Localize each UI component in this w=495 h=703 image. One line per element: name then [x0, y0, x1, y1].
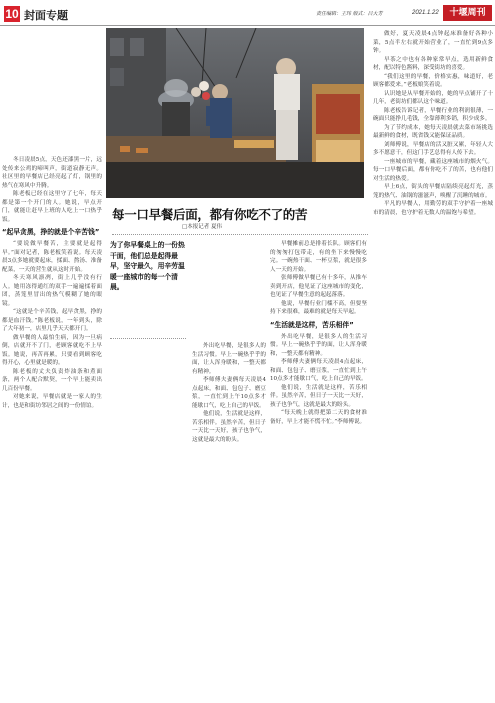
article-column-1	[2, 156, 102, 703]
photo-illustration	[106, 28, 364, 198]
paragraph: 李师傅夫妻俩每天凌晨4点起床，和面、包包子、磨豆浆，一直忙到上午10点多才能歇口气，吃上自己的早饭。	[270, 359, 367, 382]
paragraph: “我们这里的早餐，价格实惠，味道好，老顾客都爱来。”老板娘笑着说。	[373, 73, 493, 88]
paragraph: 为了节约成本，她每天凌晨就去菜市场挑选最新鲜的食材，既省钱又能保证品质。	[373, 124, 493, 139]
paragraph: 做好，夏天凌晨4点钟起床准备好各种小菜，5点半左右就开始营业了，一直忙到9点多钟。	[373, 31, 493, 54]
article-column-2a	[192, 342, 266, 703]
paragraph: 陈老板的丈夫负责炸油条和煮面条，两个人配合默契，一个早上能卖出几百份早餐。	[2, 368, 102, 392]
pull-quote: 为了你早餐桌上的一份热干面，他们总是起得最早，坚守最久，用辛劳温暖一座城市的每一个清晨。	[110, 241, 185, 291]
paragraph: “这就是个辛苦钱，起早贪黑，挣的都是血汗钱。”陈老板说，一年到头，除了大年初一，店里几乎天天都开门。	[2, 309, 102, 332]
paragraph: 陈老板已经在这里守了七年，每天都是第一个开门的人。她说，早点开门，就能让赶早上班的人吃上一口热乎饭。	[2, 191, 102, 223]
paragraph: “每天晚上就得把第二天的食材准备好，早上才能不慌不忙。”李师傅说。	[270, 410, 367, 425]
header-rule	[0, 25, 495, 26]
subheading: “起早贪黑，挣的就是个辛苦钱”	[2, 228, 100, 236]
subheading: “生活就是这样，苦乐相伴”	[270, 320, 354, 329]
street-food-photo	[106, 28, 364, 198]
paragraph: 对她来说，早餐店就是一家人的生计，也是和街坊邻居之间的一份情谊。	[2, 394, 102, 409]
page-number: 10	[5, 7, 19, 21]
article-column-2	[270, 240, 367, 703]
paragraph: “要说做早餐苦，主要就是起得早。”面对记者，陈老板笑着说。每天凌晨3点多她就要起床，揉面、熬汤、准备配菜，一天的营生就从这时开始。	[2, 241, 102, 273]
section-title: 封面专题	[24, 9, 68, 22]
paragraph: 早餐摊前总是排着长队。顾客们有的匆匆打包带走，有的坐下来慢慢吃完。一碗热干面、一杯豆浆，就是很多人一天的开始。	[270, 241, 367, 273]
paragraph: 冬天寒风凛冽，街上几乎没有行人。她用冻得通红的双手一遍遍揉着面团，蒸笼里冒出的热气模糊了她的眼镜。	[2, 275, 102, 307]
pull-quote-divider	[110, 338, 186, 339]
paragraph: 外出吃早餐，是很多人的生活习惯。早上一碗热乎乎的面，让人浑身暖和，一整天都有精神。	[270, 333, 367, 357]
paragraph: 李师傅夫妻俩每天凌晨4点起床，和面、包包子、磨豆浆，一直忙到上午10点多才能歇口气，吃上自己的早饭。	[192, 377, 266, 409]
editor-credits: 责任编辑：王玮 版式：吕大芳	[316, 11, 383, 17]
paragraph: 他们说，生活就是这样，苦乐相伴。虽然辛苦，但日子一天比一天好，孩子也争气，这就是最大的盼头。	[270, 384, 367, 408]
paragraph: 早茶之中也有各种家常早点，选用新鲜食材，配以特色酱料，深受街坊的喜爱。	[373, 56, 493, 71]
article-byline: □本报记者 夏伟	[182, 224, 222, 230]
paragraph: 做早餐的人最怕生病，因为一旦病倒，店就开不了门，老顾客就吃不上早饭。她说，再苦再累，只要看到顾客吃得开心，心里就是暖的。	[2, 334, 102, 366]
paragraph: 刘师傅说，早餐店的活又脏又累，年轻人大多不愿意干，但这门手艺总得有人传下去。	[373, 141, 493, 156]
article-headline: 每一口早餐后面，都有你吃不了的苦	[112, 207, 308, 222]
article-column-3	[373, 30, 493, 703]
paragraph: 平凡的早餐人，用勤劳的双手守护着一座城市的清晨，也守护着无数人的温饱与希望。	[373, 201, 493, 216]
paragraph: 他们说，生活就是这样，苦乐相伴。虽然辛苦，但日子一天比一天好，孩子也争气，这就是最大的盼头。	[192, 411, 266, 443]
paragraph: 认识她是从早餐开始的，她的早点铺开了十几年，老街坊们都认这个味道。	[373, 90, 493, 105]
issue-date: 2021.1.22	[412, 10, 439, 16]
paragraph: 早上6点，街头的早餐店陆续亮起灯光，蒸笼的热气、油锅的滋滋声，唤醒了沉睡的城市。	[373, 184, 493, 199]
newspaper-logo: 十堰周刊	[443, 5, 492, 21]
page-header	[0, 0, 495, 26]
paragraph: 冬日凌晨5点，天色还漆黑一片，远处传来公鸡的啼叫声，街道寂静无声。社区里的早餐店已经亮起了灯，锅里的热气在寒风中升腾。	[2, 157, 102, 189]
paragraph: 他说，早餐行业门槛不高，但要坚持下来很难，最难的就是每天早起。	[270, 300, 367, 315]
paragraph: 张师傅做早餐已有十多年，从推车卖到开店，他见证了这座城市的变化，也见证了早餐生意的起起落落。	[270, 275, 367, 298]
paragraph: 一座城市的早餐，藏着这座城市的烟火气。每一口早餐后面，都有你吃不了的苦，也有他们对生活的热爱。	[373, 158, 493, 182]
byline-divider	[112, 234, 368, 235]
paragraph: 陈老板告诉记者，早餐行业的利润很薄，一碗面只能挣几毛钱，全靠薄利多销，积少成多。	[373, 107, 493, 122]
paragraph: 外出吃早餐，是很多人的生活习惯。早上一碗热乎乎的面，让人浑身暖和，一整天都有精神。	[192, 343, 266, 375]
